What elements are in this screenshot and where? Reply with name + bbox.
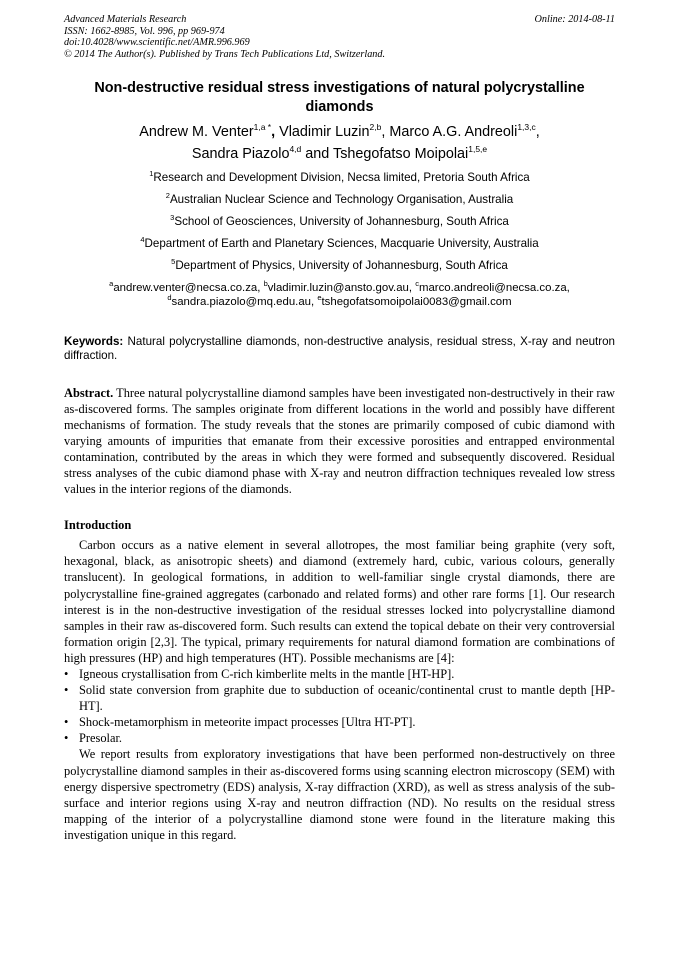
doi-line: doi:10.4028/www.scientific.net/AMR.996.969 (64, 37, 250, 49)
abstract-label: Abstract. (64, 385, 114, 400)
journal-name: Advanced Materials Research (64, 14, 187, 25)
affiliations (64, 167, 615, 276)
email-sup: b (263, 279, 268, 289)
keywords-block (64, 335, 615, 364)
bullet-icon: • (64, 667, 69, 681)
email-sup: a (109, 279, 114, 289)
list-item-text: Solid state conversion from graphite due to subduction of oceanic/continental crust to mantle depth [HP-HT]. (79, 683, 615, 714)
copyright-line: © 2014 The Author(s). Published by Trans Tech Publications Ltd, Switzerland. (64, 48, 386, 60)
bullet-icon: • (64, 715, 69, 730)
affiliation-sup: 4 (140, 235, 145, 245)
affiliation-1 (64, 167, 615, 188)
list-item (64, 682, 615, 714)
affiliation-sup: 3 (170, 213, 175, 223)
author-sup: 4,d (289, 143, 302, 154)
author-line-2 (64, 144, 615, 166)
author-name: Andrew M. Venter (139, 124, 254, 141)
list-item (64, 666, 615, 682)
journal-header (64, 14, 615, 60)
email-link[interactable]: tshegofatsomoipolai0083@gmail.com (321, 295, 512, 308)
affiliation-sup: 1 (149, 169, 154, 179)
intro-paragraph-2: We report results from exploratory investigations that have been performed non-destructively on three polycrystalline diamond samples in their as-discovered forms using scanning electron microscopy (SEM) with energy dispersive spectrometry (EDS) analysis, X-ray diffraction (XRD), as well as stress analysis of the sub-surface and interior regions using X-ray and neutron diffraction (ND). No results on the residual stress mapping of the interior of a polycrystalline diamond stone were found in the literature making this investigation unique in this regard. (64, 747, 615, 842)
author-name: Tshegofatso Moipolai (333, 145, 469, 162)
author-sup: 1,3,c (517, 122, 536, 133)
list-item-text: Shock-metamorphism in meteorite impact processes [Ultra HT-PT]. (79, 715, 416, 730)
affiliation-5 (64, 255, 615, 276)
intro-paragraph-1: Carbon occurs as a native element in several allotropes, the most familiar being graphite (very soft, hexagonal, black, as anisotropic sheets) and diamond (extremely hard, cubic, various colours, generally translucent). In geological formations, in addition to well-familiar single crystal diamonds, there are polycrystalline fine-grained aggregates (carbonado and related forms) and other rare forms [1]. Our research interest is in the non-destructive investigation of the residual stresses locked into polycrystalline diamond samples in their raw as-discovered form. Such results can extend the topical debate on their very controversial formation origin [2,3]. The typical, primary requirements for natural diamond formation are combinations of high pressures (HP) and high temperatures (HT). Possible mechanisms are [4]: (64, 538, 615, 665)
author-name: Vladimir Luzin (279, 124, 370, 141)
author-separator: , (535, 124, 540, 141)
email-line-1 (64, 279, 615, 295)
paper-title: Non-destructive residual stress investigations of natural polycrystalline diamonds (94, 80, 585, 116)
author-name: Sandra Piazolo (191, 145, 290, 162)
email-sup: c (415, 279, 419, 289)
section-heading-introduction: Introduction (64, 518, 132, 533)
email-link[interactable]: marco.andreoli@necsa.co.za, (418, 282, 570, 295)
affiliation-text: Department of Earth and Planetary Sciences, Macquarie University, Australia (144, 237, 539, 251)
affiliation-text: Research and Development Division, Necsa limited, Pretoria South Africa (153, 171, 530, 185)
affiliation-sup: 2 (165, 191, 170, 201)
mechanism-list (64, 666, 615, 746)
keywords-text: Natural polycrystalline diamonds, non-destructive analysis, residual stress, X-ray and neutron diffraction. (64, 334, 615, 363)
author-sup: 1,a * (253, 122, 272, 133)
email-sup: e (317, 292, 322, 302)
affiliation-4 (64, 233, 615, 254)
author-name: Marco A.G. Andreoli (389, 124, 518, 141)
list-item-text: Presolar. (79, 731, 123, 746)
abstract-text: Three natural polycrystalline diamond samples have been investigated non-destructively in their raw as-discovered forms. The samples originate from different locations in the world and possibly have different mechanisms of formation. The study reveals that the stones are primarily composed of cubic diamond with varying amounts of impurities that emanate from their excessive porosities and entrapped environmental contamination, contributed by the areas in which they were formed and subsequently discovered. Residual stress analyses of the cubic diamond phase with X-ray and neutron diffraction techniques revealed low stress values in the interior regions of the diamonds. (64, 385, 615, 497)
email-link[interactable]: vladimir.luzin@ansto.gov.au, (267, 282, 416, 295)
email-link[interactable]: sandra.piazolo@mq.edu.au, (171, 295, 318, 308)
affiliation-2 (64, 189, 615, 210)
affiliation-3 (64, 211, 615, 232)
affiliation-text: School of Geosciences, University of Johannesburg, South Africa (174, 215, 509, 229)
author-line-1 (64, 122, 615, 144)
author-separator: and (301, 145, 334, 162)
affiliation-text: Department of Physics, University of Johannesburg, South Africa (175, 259, 508, 273)
keywords-label: Keywords: (64, 334, 124, 348)
affiliation-text: Australian Nuclear Science and Technology Organisation, Australia (169, 193, 514, 207)
issn-line: ISSN: 1662-8985, Vol. 996, pp 969-974 (64, 25, 225, 37)
email-line-2 (64, 292, 615, 309)
list-item (64, 730, 615, 746)
list-item-text: Igneous crystallisation from C-rich kimberlite melts in the mantle [HT-HP]. (79, 667, 455, 681)
list-item (64, 714, 615, 730)
online-date: Online: 2014-08-11 (534, 14, 615, 25)
author-list (64, 122, 615, 165)
author-separator: , (271, 124, 276, 141)
affiliation-sup: 5 (171, 257, 176, 267)
paper-page (64, 14, 615, 843)
author-separator: , (381, 124, 386, 141)
email-sup: d (167, 292, 172, 302)
author-sup: 2,b (369, 122, 382, 133)
bullet-icon: • (64, 731, 69, 746)
email-link[interactable]: andrew.venter@necsa.co.za, (113, 282, 264, 295)
email-list (64, 279, 615, 308)
author-sup: 1,5,e (468, 143, 488, 154)
abstract-block (64, 385, 615, 498)
bullet-icon: • (64, 683, 69, 698)
